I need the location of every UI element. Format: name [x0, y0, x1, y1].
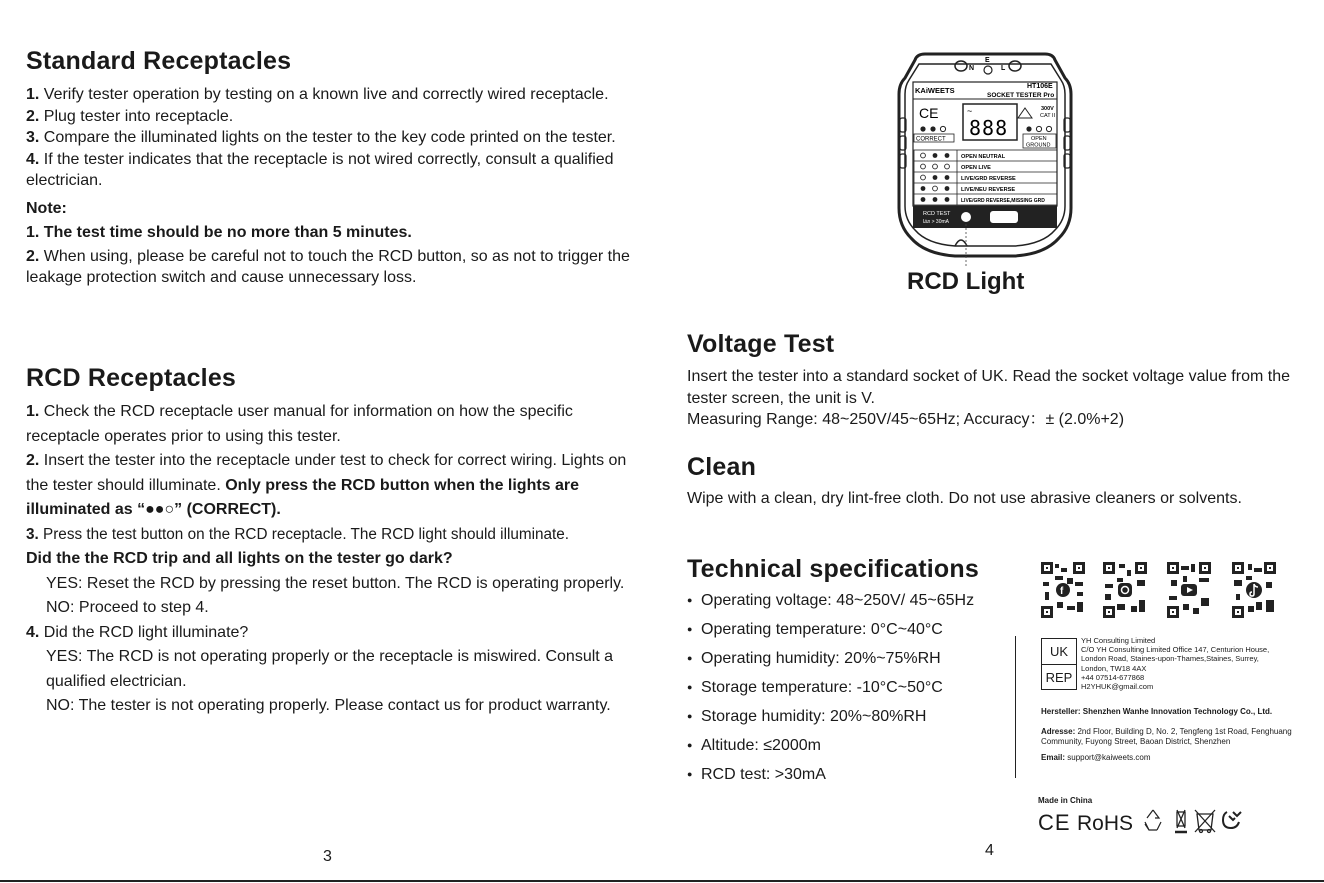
code-row-5: LIVE/GRD REVERSE,MISSING GRD: [961, 198, 1045, 204]
ukca-icon: [1223, 812, 1241, 828]
code-row-4: LIVE/NEU REVERSE: [961, 187, 1016, 193]
rcd-item-2: 2. Insert the tester into the receptacle under test to check for correct wiring. Lights on the tester should illuminate. Only press the RCD button when the lights are illuminated as “●●○” (CORRECT).: [26, 452, 627, 518]
device-product: SOCKET TESTER Pro: [987, 92, 1055, 99]
spec-item: ● RCD test: >30mA: [687, 760, 1017, 789]
note-label: Note:: [26, 199, 67, 217]
rcd-receptacles-list: [26, 400, 636, 719]
device-model: HT106E: [1027, 83, 1053, 90]
device-ce-mark: CE: [919, 105, 939, 121]
rcd-item-3: 3. Press the test button on the RCD receptacle. The RCD light should illuminate.: [26, 525, 570, 543]
device-correct-label: CORRECT: [916, 136, 946, 143]
note-1: 1. The test time should be no more than 5 minutes.: [26, 224, 412, 241]
uk-label: UK: [1042, 639, 1076, 665]
pin-n-label: N: [969, 65, 975, 72]
code-row-2: OPEN LIVE: [961, 165, 991, 171]
code-row-1: OPEN NEUTRAL: [961, 154, 1006, 160]
pin-e-label: E: [985, 57, 990, 64]
rcd-item-1: 1. Check the RCD receptacle user manual for information on how the specific receptacle operates prior to using this tester.: [26, 403, 573, 445]
spec-item: ● Operating voltage: 48~250V/ 45~65Hz: [687, 586, 1017, 615]
spec-item: ● Operating temperature: 0°C~40°C: [687, 615, 1017, 644]
rcd-test-button: [990, 211, 1018, 223]
voltage-test-body: [687, 366, 1307, 431]
rcd-receptacles-title: RCD Receptacles: [26, 364, 237, 392]
standard-item-4: 4. If the tester indicates that the receptacle is not wired correctly, consult a qualified electrician.: [26, 150, 614, 189]
standard-item-1: 1. Verify tester operation by testing on a known live and correctly wired receptacle.: [26, 86, 609, 103]
spec-item: ● Storage humidity: 20%~80%RH: [687, 702, 1017, 731]
instagram-qr-icon: [1103, 562, 1147, 618]
voltage-test-title: Voltage Test: [687, 330, 835, 358]
device-display: 888: [969, 116, 1009, 140]
standard-receptacles-list: [26, 84, 636, 289]
device-tilde: ~: [967, 106, 973, 116]
voltage-test-range: Measuring Range: 48~250V/45~65Hz; Accuracy：± (2.0%+2): [687, 411, 1125, 428]
rcd-test-label: RCD TEST: [923, 211, 951, 217]
rcd-light-indicator: [961, 212, 971, 222]
rcd-item-3-question: Did the the RCD trip and all lights on the tester go dark?: [26, 550, 453, 567]
device-ground-label: GROUND: [1026, 142, 1051, 149]
standard-item-3: 3. Compare the illuminated lights on the tester to the key code printed on the tester.: [26, 129, 616, 146]
rohs-label: RoHS: [1077, 812, 1134, 835]
spec-item: ● Operating humidity: 20%~75%RH: [687, 644, 1017, 673]
device-rating-1: 300V: [1041, 106, 1054, 112]
device-open-label: OPEN: [1031, 136, 1047, 142]
rcd-item-4-yes: YES: The RCD is not operating properly or the receptacle is miswired. Consult a qualified electrician.: [46, 648, 614, 690]
note-2: 2. When using, please be careful not to touch the RCD button, so as not to trigger the leakage protection switch and cause unnecessary loss.: [26, 247, 630, 286]
manufacturer-line: Hersteller: Shenzhen Wanhe Innovation Technology Co., Ltd.: [1041, 707, 1273, 716]
device-rating-2: CAT II: [1040, 113, 1056, 119]
voltage-test-text: Insert the tester into a standard socket of UK. Read the socket voltage value from the tester screen, the unit is V.: [687, 368, 1290, 407]
standard-receptacles-title: Standard Receptacles: [26, 47, 292, 75]
standard-item-2: 2. Plug tester into receptacle.: [26, 107, 234, 125]
uk-rep-box: [1041, 638, 1077, 690]
bottom-border-line: [0, 880, 1324, 882]
page-number-right: 4: [985, 842, 994, 859]
uk-rep-address: YH Consulting Limited C/O YH Consulting Limited Office 147, Centurion House, London Road, Staines-upon-Thames,Staines, Surrey, London, TW18 4AX +44 07514-677868 H2YHUK@gmail.com: [1081, 636, 1270, 692]
socket-tester-illustration: [895, 48, 1075, 270]
rcd-light-caption: RCD Light: [907, 268, 1025, 295]
battery-waste-icon: [1175, 810, 1187, 832]
svg-text:f: f: [1060, 586, 1064, 597]
tech-specs-title: Technical specifications: [687, 555, 979, 583]
youtube-qr-icon: [1167, 562, 1211, 618]
rcd-item-3-no: NO: Proceed to step 4.: [46, 599, 209, 616]
spec-item: ● Storage temperature: -10°C~50°C: [687, 673, 1017, 702]
device-brand: KAiWEETS: [915, 86, 955, 95]
compliance-icons: [1141, 806, 1271, 836]
clean-text: Wipe with a clean, dry lint-free cloth. Do not use abrasive cleaners or solvents.: [687, 490, 1242, 507]
rcd-test-threshold: I∆n > 30mA: [923, 219, 949, 225]
address-line: Adresse: 2nd Floor, Building D, No. 2, Tengfeng 1st Road, Fenghuang Community, Fuyong Street, Baoan District, Shenzhen: [1041, 727, 1292, 746]
tech-specs-list: [687, 586, 1017, 789]
code-row-3: LIVE/GRD REVERSE: [961, 176, 1016, 182]
spec-item: ● Altitude: ≤2000m: [687, 731, 1017, 760]
rcd-item-4-no: NO: The tester is not operating properly. Please contact us for product warranty.: [46, 697, 611, 714]
clean-title: Clean: [687, 453, 757, 481]
made-in-china: Made in China: [1038, 796, 1093, 805]
pin-l-label: L: [1001, 65, 1006, 72]
recycle-icon: [1145, 810, 1161, 830]
facebook-qr-icon: [1041, 562, 1085, 618]
tiktok-qr-icon: [1232, 562, 1276, 618]
vertical-divider: [1015, 636, 1016, 778]
rcd-item-3-yes: YES: Reset the RCD by pressing the reset button. The RCD is operating properly.: [46, 574, 625, 592]
rep-label: REP: [1045, 669, 1073, 685]
rcd-item-4: 4. Did the RCD light illuminate?: [26, 623, 249, 641]
email-line: Email: support@kaiweets.com: [1041, 753, 1151, 762]
ce-mark-icon: CE: [1038, 810, 1071, 835]
weee-bin-icon: [1195, 810, 1215, 833]
page-number-left: 3: [323, 848, 332, 865]
